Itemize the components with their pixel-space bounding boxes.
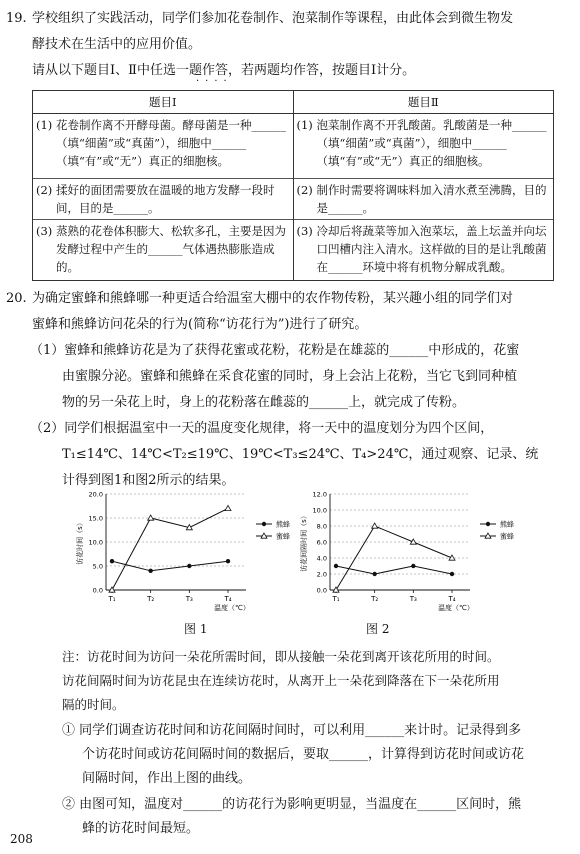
y-axis-label: 访花间隔时间（s） bbox=[300, 512, 308, 572]
data-point bbox=[226, 559, 230, 563]
legend-label: 蜜蜂 bbox=[500, 532, 514, 541]
data-point bbox=[372, 572, 376, 576]
data-point bbox=[411, 564, 415, 568]
q19-instruction: 请从以下题目Ⅰ、Ⅱ中任选一题作答，若两题均作答，按题目Ⅰ计分。 bbox=[32, 63, 416, 78]
q20-part2-line2: T₁≤14℃、14℃<T₂≤19℃、19℃<T₃≤24℃、T₄>24℃，通过观察、记录、统 bbox=[62, 447, 539, 462]
q20-number: 20. bbox=[6, 291, 27, 306]
legend-label: 蜜蜂 bbox=[276, 532, 290, 541]
data-point bbox=[450, 572, 454, 576]
x-tick-label: T₃ bbox=[185, 595, 193, 603]
figure-2-caption: 图 2 bbox=[366, 622, 390, 636]
y-tick-label: 6.0 bbox=[316, 538, 327, 547]
y-tick-label: 12.0 bbox=[312, 490, 327, 499]
x-tick-label: T₁ bbox=[108, 595, 116, 603]
data-point bbox=[372, 523, 378, 528]
topic1-item-1: (1) 花卷制作离不开酵母菌。酵母菌是一种______（填“细菌”或“真菌”），细胞中______（填“有”或“无”）真正的细胞核。 bbox=[36, 118, 286, 168]
data-point bbox=[334, 564, 338, 568]
subq2-line2: 蜂的访花时间最短。 bbox=[82, 821, 200, 836]
legend-marker bbox=[486, 522, 490, 526]
figure-2-chart bbox=[292, 488, 532, 612]
note-line2: 访花间隔时间为访花昆虫在连续访花时，从离开上一朵花到降落在下一朵花所用 bbox=[62, 673, 500, 688]
y-tick-label: 0.0 bbox=[92, 586, 103, 595]
x-tick-label: T₂ bbox=[371, 595, 379, 603]
table-header-topic1: 题目Ⅰ bbox=[33, 91, 294, 114]
q19-stem-line2: 酵技术在生活中的应用价值。 bbox=[32, 37, 202, 52]
series-line-0 bbox=[336, 566, 452, 574]
table-header-topic2: 题目Ⅱ bbox=[293, 91, 554, 114]
q20-part1-line3: 物的另一朵花上时，身上的花粉落在雌蕊的______上，就完成了传粉。 bbox=[62, 395, 466, 410]
x-axis-label: 温度（℃） bbox=[438, 604, 474, 612]
y-tick-label: 5.0 bbox=[92, 562, 103, 571]
data-point bbox=[148, 569, 152, 573]
data-point bbox=[225, 505, 231, 510]
data-point bbox=[148, 515, 154, 520]
y-tick-label: 10.0 bbox=[312, 506, 327, 515]
q19-stem-line1: 学校组织了实践活动，同学们参加花卷制作、泡菜制作等课程，由此体会到微生物发 bbox=[32, 11, 514, 26]
q20-part2-line1: （2）同学们根据温室中一天的温度变化规律，将一天中的温度划分为四个区间， bbox=[30, 421, 494, 436]
legend-marker bbox=[262, 522, 266, 526]
y-tick-label: 20.0 bbox=[88, 490, 103, 499]
topic2-column bbox=[293, 114, 554, 281]
y-tick-label: 4.0 bbox=[316, 554, 327, 563]
topic2-item-1: (1) 泡菜制作离不开乳酸菌。乳酸菌是一种______（填“细菌”或“真菌”），细胞中______（填“有”或“无”）真正的细胞核。 bbox=[296, 118, 547, 168]
subq1-line2: 个访花时间或访花间隔时间的数据后，要取______，计算得到访花时间或访花 bbox=[82, 747, 525, 762]
x-tick-label: T₄ bbox=[224, 595, 232, 603]
x-tick-label: T₂ bbox=[147, 595, 155, 603]
topic1-item-3: (3) 蒸熟的花卷体积膨大、松软多孔，主要是因为发酵过程中产生的______气体遇热膨胀造成的。 bbox=[33, 219, 293, 280]
legend-label: 熊蜂 bbox=[500, 520, 514, 529]
series-line-1 bbox=[112, 508, 228, 590]
figure-1-chart bbox=[62, 488, 292, 612]
subq2-line1: ② 由图可知，温度对______的访花行为影响更明显，当温度在______区间时，熊 bbox=[62, 797, 522, 812]
figure-1-caption: 图 1 bbox=[184, 622, 208, 636]
emphasis-dots: ···· bbox=[196, 76, 233, 87]
y-tick-label: 10.0 bbox=[88, 538, 103, 547]
page-number: 208 bbox=[10, 832, 33, 846]
x-tick-label: T₄ bbox=[448, 595, 456, 603]
q19-number: 19. bbox=[6, 11, 27, 26]
y-tick-label: 8.0 bbox=[316, 522, 327, 531]
topic2-item-3: (3) 冷却后将蔬菜等加入泡菜坛，盖上坛盖并向坛口凹槽内注入清水。这样做的目的是让乳酸菌在______环境中将有机物分解成乳酸。 bbox=[294, 219, 554, 280]
data-point bbox=[110, 559, 114, 563]
y-tick-label: 2.0 bbox=[316, 570, 327, 579]
y-tick-label: 15.0 bbox=[88, 514, 103, 523]
x-tick-label: T₃ bbox=[409, 595, 417, 603]
note-line1: 注：访花时间为访问一朵花所需时间，即从接触一朵花到离开该花所用的时间。 bbox=[62, 649, 500, 664]
q20-part1-line1: （1）蜜蜂和熊蜂访花是为了获得花蜜或花粉，花粉是在雄蕊的______中形成的，花蜜 bbox=[30, 343, 520, 358]
q20-stem-line1: 为确定蜜蜂和熊蜂哪一种更适合给温室大棚中的农作物传粉，某兴趣小组的同学们对 bbox=[32, 291, 514, 306]
data-point bbox=[187, 564, 191, 568]
q19-choice-table bbox=[32, 90, 554, 281]
subq1-line3: 间隔时间，作出上图的曲线。 bbox=[82, 771, 252, 786]
topic2-item-2: (2) 制作时需要将调味料加入清水煮至沸腾，目的是______。 bbox=[294, 178, 554, 219]
y-tick-label: 0.0 bbox=[316, 586, 327, 595]
x-axis-label: 温度（℃） bbox=[214, 604, 250, 612]
x-tick-label: T₁ bbox=[332, 595, 340, 603]
legend-label: 熊蜂 bbox=[276, 520, 290, 529]
topic1-item-2: (2) 揉好的面团需要放在温暖的地方发酵一段时间，目的是______。 bbox=[33, 178, 293, 219]
q20-stem-line2: 蜜蜂和熊蜂访问花朵的行为(简称“访花行为”)进行了研究。 bbox=[32, 317, 368, 332]
q20-part1-line2: 由蜜腺分泌。蜜蜂和熊蜂在采食花蜜的同时，身上会沾上花粉，当它飞到同种植 bbox=[62, 369, 518, 384]
note-line3: 隔的时间。 bbox=[62, 697, 125, 712]
q20-part2-line3: 计得到图1和图2所示的结果。 bbox=[62, 473, 235, 488]
subq1-line1: ① 同学们调查访花时间和访花间隔时间时，可以利用______来计时。记录得到多 bbox=[62, 723, 522, 738]
topic1-column bbox=[33, 114, 294, 281]
y-axis-label: 访花时间（s） bbox=[76, 519, 84, 565]
